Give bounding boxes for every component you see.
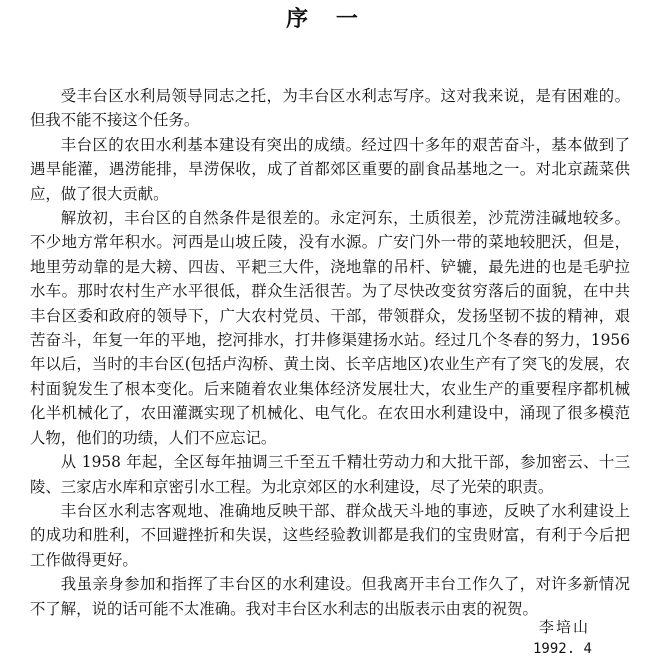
page-title: 序 一 xyxy=(286,7,368,32)
paragraph-2: 丰台区的农田水利基本建设有突出的成绩。经过四十多年的艰苦奋斗，基本做到了遇旱能灌，遇涝能排，旱涝保收，成了首都郊区重要的副食品基地之一。对北京蔬菜供应，做了很大贡献。 xyxy=(30,135,630,203)
paragraph-1: 受丰台区水利局领导同志之托，为丰台区水利志写序。这对我来说，是有困难的。但我不能不接这个任务。 xyxy=(30,87,630,130)
signature-date: 1992. 4 xyxy=(532,641,592,657)
paragraph-6: 我虽亲身参加和指挥了丰台区的水利建设。但我离开丰台工作久了，对许多新情况不了解，说的话可能不太准确。我对丰台区水利志的出版表示由衷的祝贺。 xyxy=(30,575,630,618)
paragraph-5: 丰台区水利志客观地、准确地反映干部、群众战天斗地的事迹，反映了水利建设上的成功和胜利，不回避挫折和失误，这些经验教训都是我们的宝贵财富，有利于今后把工作做得更好。 xyxy=(30,501,630,569)
document-body xyxy=(30,84,630,621)
signature-block xyxy=(482,616,592,660)
paragraph-4: 从 1958 年起，全区每年抽调三千至五千精壮劳动力和大批干部，参加密云、十三陵、三家店水库和京密引水工程。为北京郊区的水利建设，尽了光荣的职责。 xyxy=(30,453,630,496)
paragraph-3: 解放初，丰台区的自然条件是很差的。永定河东，土质很差，沙荒涝洼碱地较多。不少地方常年积水。河西是山坡丘陵，没有水源。广安门外一带的菜地较肥沃，但是，地里劳动靠的是大耪、四齿、平耙三大件，浇地靠的吊杆、铲辘，最先进的也是毛驴拉水车。那时农村生产水平很低，群众生活很苦。为了尽快改变贫穷落后的面貌，在中共丰台区委和政府的领导下，广大农村党员、干部，带领群众，发扬坚韧不拔的精神，艰苦奋斗，年复一年的平地，挖河排水，打井修渠建扬水站。经过几个冬春的努力，1956 年以后，当时的丰台区(包括卢沟桥、黄土岗、长辛店地区)农业生产有了突飞的发展，农村面貌发生了根本变化。后来随着农业集体经济发展壮大，农业生产的重要程序都机械化半机械化了，农田灌溉实现了机械化、电气化。在农田水利建设中，涌现了很多模范人物，他们的功绩，人们不应忘记。 xyxy=(30,209,630,447)
author-name: 李培山 xyxy=(538,618,590,636)
